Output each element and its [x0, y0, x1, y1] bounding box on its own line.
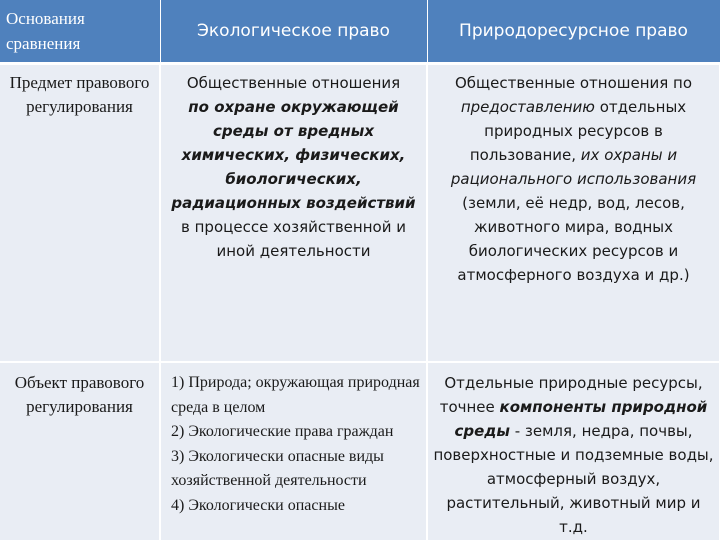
list-item: 2) Экологические права граждан	[171, 423, 394, 440]
header-basis: Основания сравнения	[0, 0, 160, 64]
text-span-emphasis: по охране окружающей среды от вредных химических, физических, биологических, радиационных воздействий	[171, 98, 416, 212]
cell-eco-object	[160, 362, 427, 540]
table-row	[0, 362, 720, 540]
cell-res-subject	[427, 64, 720, 363]
list-item: 1) Природа; окружающая природная среда в целом	[171, 374, 420, 416]
list-item: 3) Экологически опасные виды хозяйственной деятельности	[171, 447, 384, 489]
header-resource-law: Природоресурсное право	[427, 0, 720, 64]
list-item: 4) Экологически опасные	[171, 496, 345, 514]
table-row	[0, 64, 720, 363]
text-span: Общественные отношения по	[454, 74, 693, 92]
text-span-emphasis: компоненты природной среды	[454, 398, 708, 440]
text-span: - земля, недра, почвы, поверхностные и подземные воды, атмосферный воздух, растительный, животный мир и т.д.	[433, 422, 714, 536]
row-label-object: Объект правового регулирования	[0, 362, 160, 540]
text-span: отдельных природных ресурсов в пользование,	[469, 98, 687, 164]
row-label-subject: Предмет правового регулирования	[0, 64, 160, 363]
text-span: Общественные отношения	[186, 74, 401, 92]
text-span: (земли, её недр, вод, лесов, животного мира, водных биологических ресурсов и атмосферного воздуха и др.)	[457, 194, 690, 284]
text-span: Отдельные природные ресурсы, точнее	[439, 374, 703, 416]
text-span-italic: их охраны и рационального использования	[450, 146, 697, 188]
text-span: в процессе хозяйственной и иной деятельности	[181, 218, 406, 260]
cell-eco-subject	[160, 64, 427, 363]
cell-res-object	[427, 362, 720, 540]
table-header-row	[0, 0, 720, 64]
text-span-italic: предоставлению	[460, 98, 595, 116]
header-ecological-law: Экологическое право	[160, 0, 427, 64]
